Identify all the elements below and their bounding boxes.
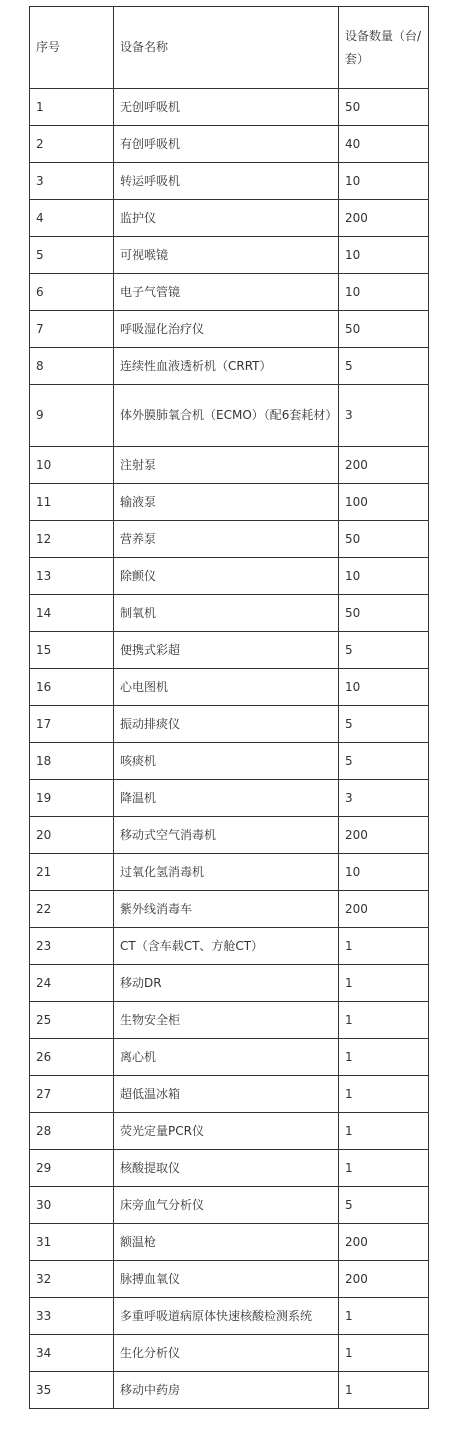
row-index: 3	[30, 163, 114, 200]
header-device-quantity: 设备数量（台/套）	[339, 7, 429, 89]
row-index: 13	[30, 558, 114, 595]
table-row	[30, 311, 429, 348]
row-index: 25	[30, 1002, 114, 1039]
row-device-name: 呼吸湿化治疗仪	[114, 311, 339, 348]
row-device-name: 移动中药房	[114, 1372, 339, 1409]
row-index: 27	[30, 1076, 114, 1113]
row-index: 21	[30, 854, 114, 891]
row-quantity: 1	[339, 1335, 429, 1372]
row-quantity: 100	[339, 484, 429, 521]
row-quantity: 10	[339, 163, 429, 200]
row-quantity: 200	[339, 1224, 429, 1261]
row-index: 12	[30, 521, 114, 558]
table-row	[30, 447, 429, 484]
table-row	[30, 891, 429, 928]
row-device-name: CT（含车载CT、方舱CT）	[114, 928, 339, 965]
row-quantity: 200	[339, 1261, 429, 1298]
row-device-name: 离心机	[114, 1039, 339, 1076]
table-row	[30, 521, 429, 558]
row-index: 8	[30, 348, 114, 385]
row-index: 6	[30, 274, 114, 311]
row-device-name: 紫外线消毒车	[114, 891, 339, 928]
row-index: 11	[30, 484, 114, 521]
row-device-name: 监护仪	[114, 200, 339, 237]
equipment-table	[29, 6, 429, 1409]
row-index: 9	[30, 385, 114, 447]
row-quantity: 1	[339, 1372, 429, 1409]
row-quantity: 5	[339, 1187, 429, 1224]
row-index: 29	[30, 1150, 114, 1187]
row-index: 16	[30, 669, 114, 706]
row-device-name: 连续性血液透析机（CRRT）	[114, 348, 339, 385]
row-device-name: 核酸提取仪	[114, 1150, 339, 1187]
row-quantity: 10	[339, 854, 429, 891]
row-quantity: 5	[339, 632, 429, 669]
row-quantity: 3	[339, 385, 429, 447]
row-device-name: 移动式空气消毒机	[114, 817, 339, 854]
row-index: 5	[30, 237, 114, 274]
row-quantity: 10	[339, 274, 429, 311]
table-row	[30, 595, 429, 632]
row-quantity: 200	[339, 817, 429, 854]
row-index: 35	[30, 1372, 114, 1409]
row-device-name: 输液泵	[114, 484, 339, 521]
header-index: 序号	[30, 7, 114, 89]
row-index: 24	[30, 965, 114, 1002]
table-row	[30, 928, 429, 965]
row-quantity: 50	[339, 311, 429, 348]
row-quantity: 200	[339, 200, 429, 237]
row-quantity: 10	[339, 237, 429, 274]
row-quantity: 10	[339, 558, 429, 595]
row-index: 7	[30, 311, 114, 348]
row-quantity: 1	[339, 1298, 429, 1335]
table-row	[30, 1150, 429, 1187]
row-quantity: 200	[339, 891, 429, 928]
table-row	[30, 348, 429, 385]
row-device-name: 体外膜肺氧合机（ECMO）（配6套耗材）	[114, 385, 339, 447]
table-row	[30, 558, 429, 595]
row-device-name: 便携式彩超	[114, 632, 339, 669]
table-row	[30, 89, 429, 126]
row-device-name: 额温枪	[114, 1224, 339, 1261]
row-quantity: 5	[339, 348, 429, 385]
table-row	[30, 200, 429, 237]
row-device-name: 床旁血气分析仪	[114, 1187, 339, 1224]
table-row	[30, 1039, 429, 1076]
row-device-name: 营养泵	[114, 521, 339, 558]
table-row	[30, 1261, 429, 1298]
row-device-name: 转运呼吸机	[114, 163, 339, 200]
row-index: 1	[30, 89, 114, 126]
table-row	[30, 817, 429, 854]
row-index: 15	[30, 632, 114, 669]
row-device-name: 过氧化氢消毒机	[114, 854, 339, 891]
table-row	[30, 706, 429, 743]
row-device-name: 生化分析仪	[114, 1335, 339, 1372]
row-device-name: 脉搏血氧仪	[114, 1261, 339, 1298]
row-index: 20	[30, 817, 114, 854]
row-quantity: 1	[339, 1113, 429, 1150]
row-quantity: 1	[339, 965, 429, 1002]
row-quantity: 10	[339, 669, 429, 706]
row-index: 4	[30, 200, 114, 237]
row-device-name: 多重呼吸道病原体快速核酸检测系统	[114, 1298, 339, 1335]
row-index: 14	[30, 595, 114, 632]
table-row	[30, 385, 429, 447]
table-row	[30, 743, 429, 780]
row-device-name: 荧光定量PCR仪	[114, 1113, 339, 1150]
row-device-name: 有创呼吸机	[114, 126, 339, 163]
row-index: 23	[30, 928, 114, 965]
table-row	[30, 126, 429, 163]
row-quantity: 1	[339, 1002, 429, 1039]
table-row	[30, 965, 429, 1002]
row-index: 19	[30, 780, 114, 817]
row-index: 33	[30, 1298, 114, 1335]
table-row	[30, 484, 429, 521]
row-device-name: 降温机	[114, 780, 339, 817]
table-row	[30, 237, 429, 274]
table-row	[30, 1076, 429, 1113]
row-index: 28	[30, 1113, 114, 1150]
row-quantity: 1	[339, 1039, 429, 1076]
row-device-name: 移动DR	[114, 965, 339, 1002]
row-quantity: 50	[339, 595, 429, 632]
row-index: 22	[30, 891, 114, 928]
row-quantity: 3	[339, 780, 429, 817]
row-quantity: 1	[339, 928, 429, 965]
table-row	[30, 163, 429, 200]
row-device-name: 生物安全柜	[114, 1002, 339, 1039]
table-row	[30, 1298, 429, 1335]
row-device-name: 振动排痰仪	[114, 706, 339, 743]
row-device-name: 咳痰机	[114, 743, 339, 780]
table-body	[30, 7, 429, 1409]
row-device-name: 无创呼吸机	[114, 89, 339, 126]
row-quantity: 50	[339, 521, 429, 558]
header-device-name: 设备名称	[114, 7, 339, 89]
table-header-row	[30, 7, 429, 89]
row-device-name: 除颤仪	[114, 558, 339, 595]
row-device-name: 心电图机	[114, 669, 339, 706]
row-index: 26	[30, 1039, 114, 1076]
table-row	[30, 780, 429, 817]
row-device-name: 注射泵	[114, 447, 339, 484]
row-index: 32	[30, 1261, 114, 1298]
row-device-name: 制氧机	[114, 595, 339, 632]
table-row	[30, 632, 429, 669]
table-row	[30, 669, 429, 706]
row-quantity: 5	[339, 743, 429, 780]
table-row	[30, 1372, 429, 1409]
table-row	[30, 274, 429, 311]
row-index: 31	[30, 1224, 114, 1261]
row-index: 2	[30, 126, 114, 163]
row-device-name: 可视喉镜	[114, 237, 339, 274]
row-quantity: 1	[339, 1150, 429, 1187]
row-index: 18	[30, 743, 114, 780]
table-row	[30, 1335, 429, 1372]
row-quantity: 40	[339, 126, 429, 163]
table-row	[30, 1187, 429, 1224]
table-row	[30, 1002, 429, 1039]
row-index: 17	[30, 706, 114, 743]
row-device-name: 电子气管镜	[114, 274, 339, 311]
table-row	[30, 1224, 429, 1261]
row-index: 30	[30, 1187, 114, 1224]
table-row	[30, 854, 429, 891]
row-quantity: 1	[339, 1076, 429, 1113]
table-row	[30, 1113, 429, 1150]
row-quantity: 5	[339, 706, 429, 743]
row-quantity: 200	[339, 447, 429, 484]
row-index: 10	[30, 447, 114, 484]
row-index: 34	[30, 1335, 114, 1372]
row-quantity: 50	[339, 89, 429, 126]
row-device-name: 超低温冰箱	[114, 1076, 339, 1113]
